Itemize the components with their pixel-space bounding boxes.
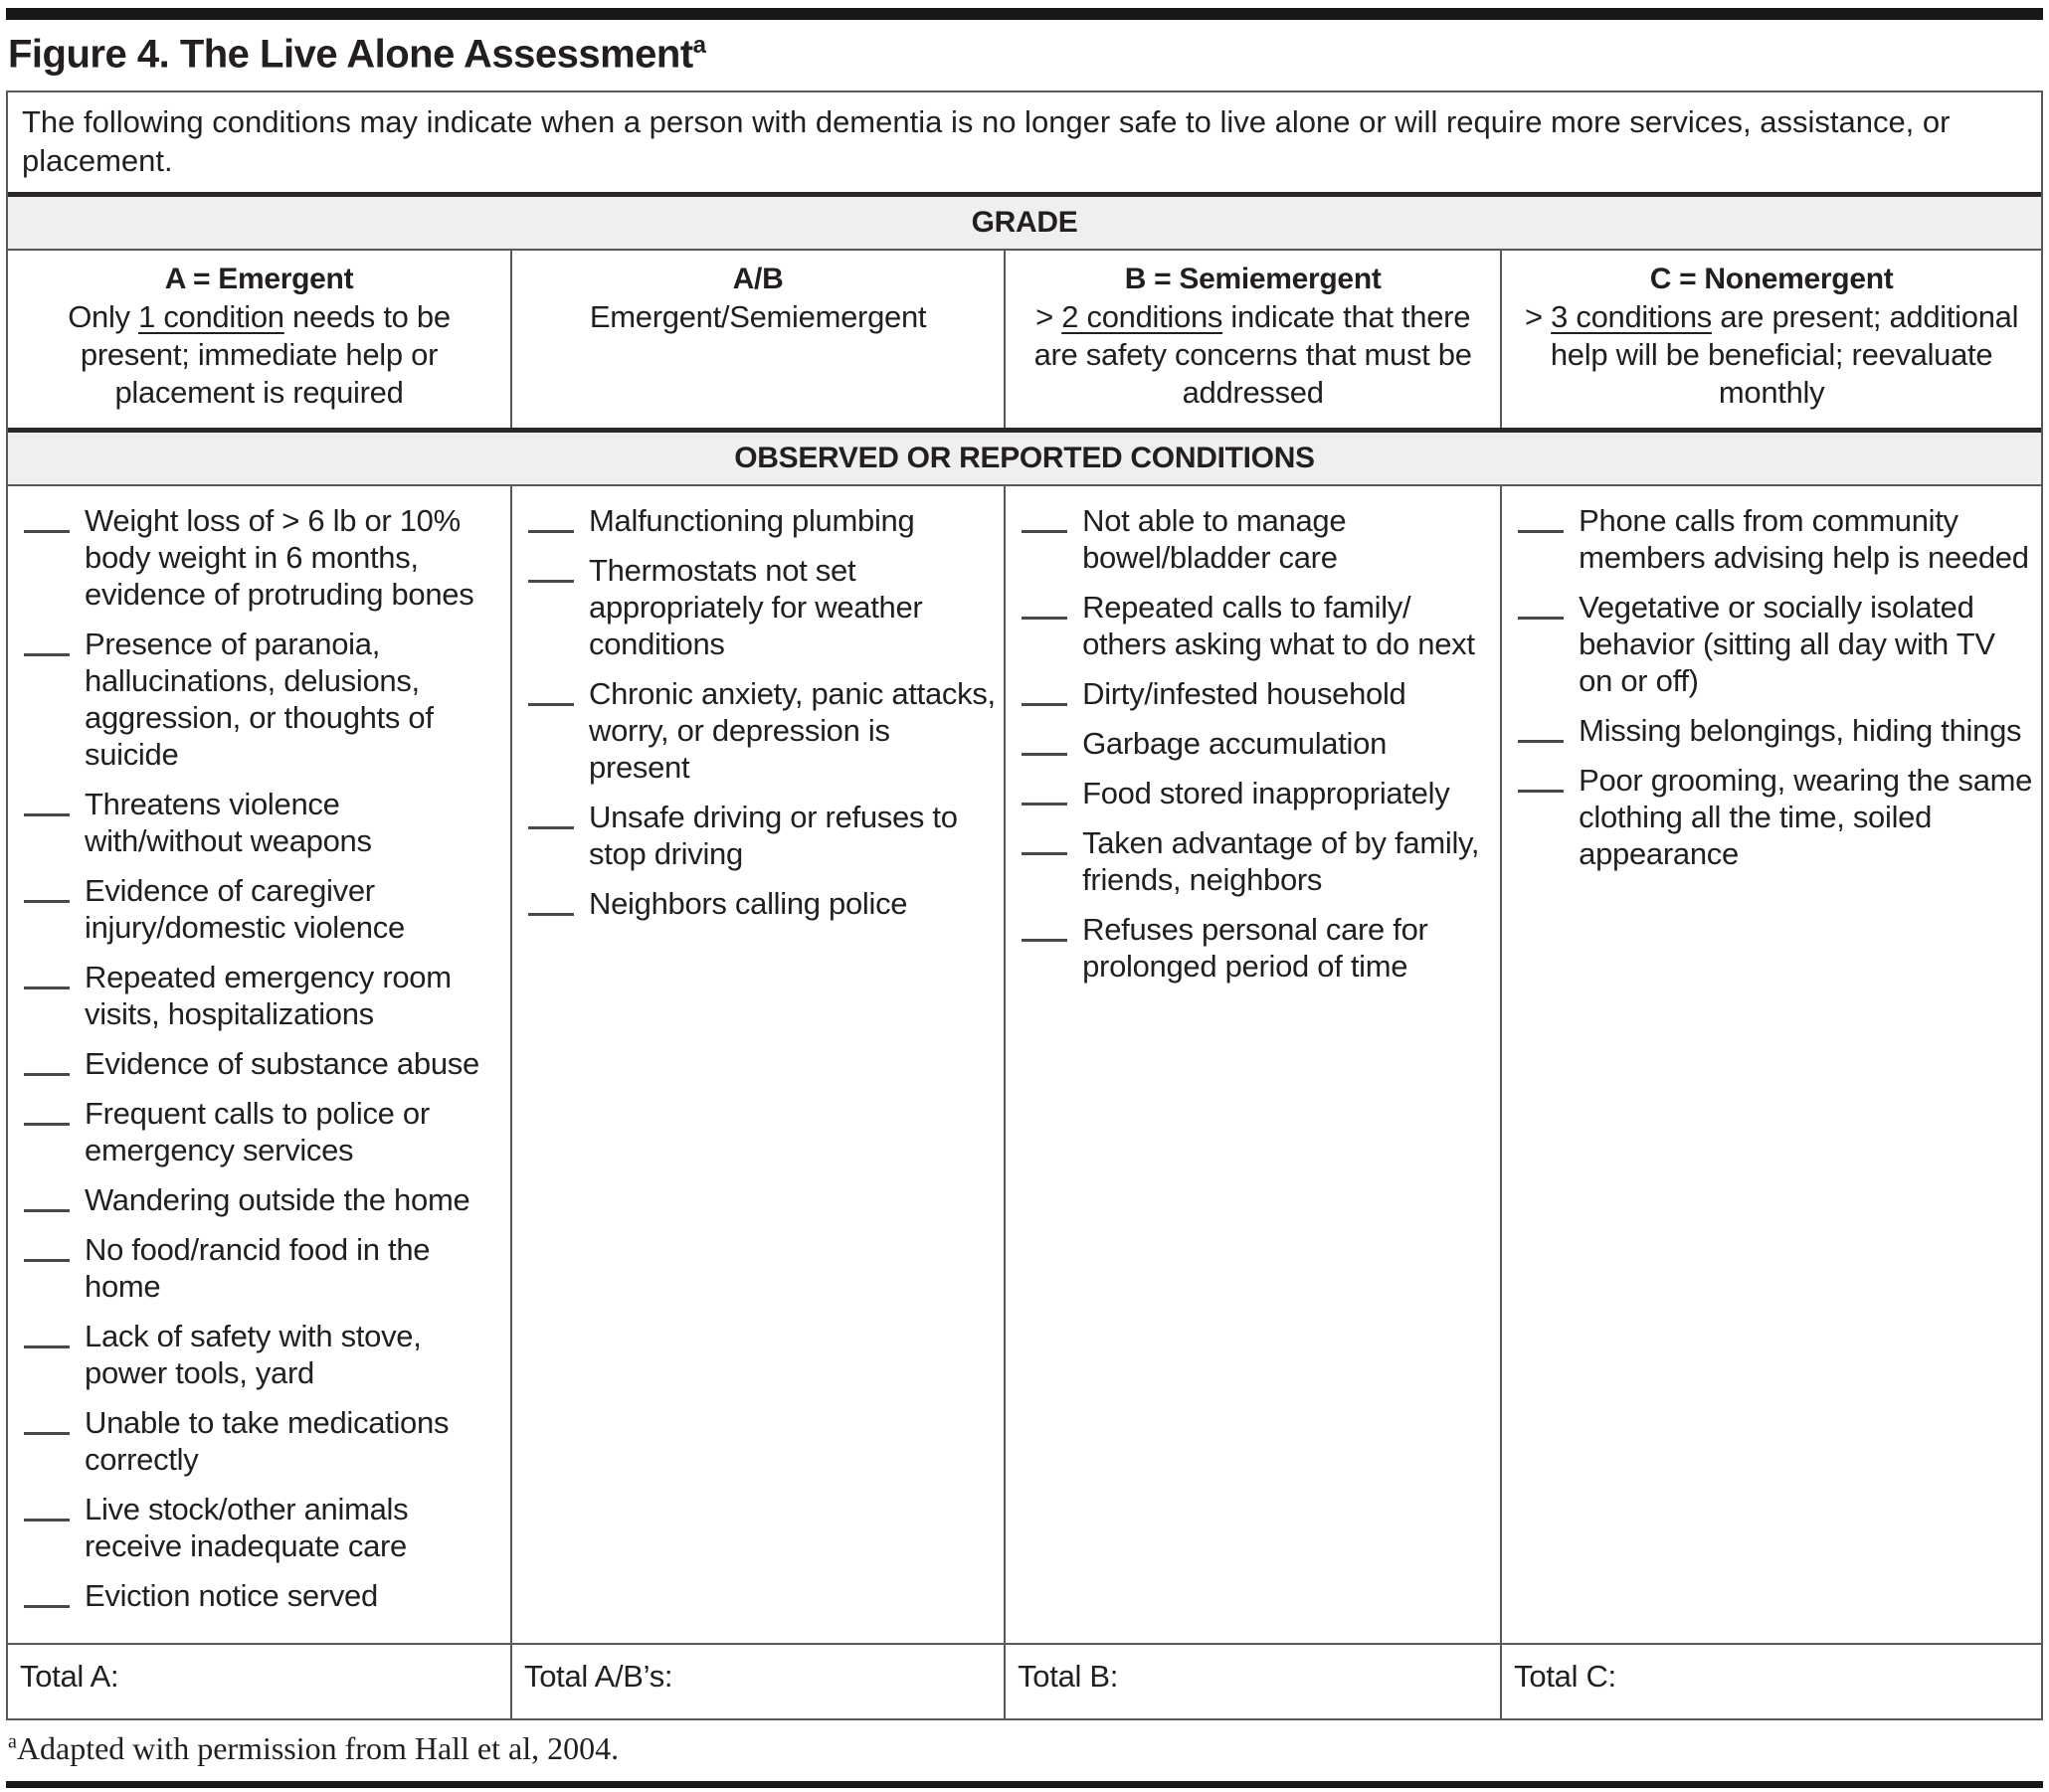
grade-a-desc-underline: 1 condition xyxy=(138,299,284,335)
fill-in-blank-line xyxy=(24,1181,70,1212)
grade-c-title: C = Nonemergent xyxy=(1649,263,1894,296)
condition-item xyxy=(24,1231,502,1305)
condition-text: Poor grooming, wearing the same clothing all the time, soiled appearance xyxy=(1579,763,2033,872)
grade-a-desc-pre: Only xyxy=(68,299,139,335)
condition-item xyxy=(24,959,502,1032)
fill-in-blank-line xyxy=(24,1318,70,1348)
condition-text: Evidence of caregiver injury/domestic violence xyxy=(85,873,405,946)
observed-conditions-band: OBSERVED OR REPORTED CONDITIONS xyxy=(8,428,2041,486)
condition-item xyxy=(1022,502,1492,576)
condition-text: Refuses personal care for prolonged period of time xyxy=(1082,912,1428,985)
grade-b-description xyxy=(1016,298,1490,412)
condition-item xyxy=(24,1491,502,1564)
condition-item xyxy=(1022,911,1492,985)
condition-item xyxy=(528,885,996,922)
grade-ab-title: A/B xyxy=(732,263,784,296)
total-c-label: Total C: xyxy=(1514,1659,1616,1695)
fill-in-blank-line xyxy=(528,885,574,916)
condition-text: Threatens violence with/without weapons xyxy=(85,787,372,859)
grade-b-title: B = Semiemergent xyxy=(1124,263,1382,296)
bottom-rule-bar xyxy=(6,1781,2043,1788)
figure-title-text: Figure 4. The Live Alone Assessment xyxy=(8,32,693,77)
condition-text: Wandering outside the home xyxy=(85,1182,470,1218)
fill-in-blank-line xyxy=(1022,911,1067,942)
condition-text: Phone calls from community members advising help is needed xyxy=(1579,503,2029,576)
condition-item xyxy=(1518,502,2033,576)
fill-in-blank-line xyxy=(1518,589,1564,620)
live-alone-assessment-table xyxy=(6,90,2043,1720)
fill-in-blank-line xyxy=(1022,725,1067,756)
grade-header-row xyxy=(8,251,2041,428)
condition-item xyxy=(528,675,996,786)
conditions-column-a xyxy=(8,486,512,1643)
condition-text: Evidence of substance abuse xyxy=(85,1046,479,1082)
grade-b-desc-post: indicate that there are safety concerns that must be addressed xyxy=(1033,299,1472,411)
condition-item xyxy=(24,1045,502,1082)
top-rule-bar xyxy=(6,8,2043,20)
fill-in-blank-line xyxy=(1022,775,1067,806)
condition-item xyxy=(24,1404,502,1478)
fill-in-blank-line xyxy=(1022,589,1067,620)
condition-item xyxy=(1022,675,1492,712)
condition-item xyxy=(24,502,502,613)
grade-a-desc-post: needs to be present; immediate help or placement is required xyxy=(80,299,451,411)
grade-ab-desc-pre: Emergent/Semiemergent xyxy=(589,299,927,335)
condition-item xyxy=(1022,725,1492,762)
footnote-superscript: a xyxy=(8,1730,17,1753)
fill-in-blank-line xyxy=(24,959,70,989)
condition-text: Eviction notice served xyxy=(85,1578,378,1614)
column-header-b xyxy=(1006,251,1502,428)
grade-band: GRADE xyxy=(8,192,2041,251)
grade-c-desc-pre: > xyxy=(1525,299,1552,335)
condition-text: Thermostats not set appropriately for weather conditions xyxy=(589,553,923,662)
fill-in-blank-line xyxy=(24,1095,70,1126)
grade-b-desc-underline: 2 conditions xyxy=(1061,299,1223,335)
grade-c-desc-post: are present; additional help will be beneficial; reevaluate monthly xyxy=(1550,299,2019,411)
condition-text: Frequent calls to police or emergency services xyxy=(85,1096,430,1168)
condition-text: Unsafe driving or refuses to stop driving xyxy=(589,800,958,872)
total-ab-label: Total A/B’s: xyxy=(512,1645,1006,1718)
condition-item xyxy=(1022,824,1492,898)
figure-title xyxy=(8,32,2043,77)
condition-item xyxy=(528,552,996,662)
fill-in-blank-line xyxy=(528,799,574,829)
fill-in-blank-line xyxy=(24,1577,70,1608)
figure-title-superscript: a xyxy=(692,32,706,59)
fill-in-blank-line xyxy=(528,675,574,706)
total-a-label: Total A: xyxy=(8,1645,512,1718)
condition-text: Live stock/other animals receive inadequate care xyxy=(85,1492,409,1564)
intro-text: The following conditions may indicate when a person with dementia is no longer safe to live alone or will require more services, assistance, or placement. xyxy=(22,104,1951,179)
fill-in-blank-line xyxy=(24,786,70,816)
condition-item xyxy=(528,799,996,872)
condition-text: Garbage accumulation xyxy=(1082,726,1388,762)
fill-in-blank-line xyxy=(24,1045,70,1076)
fill-in-blank-line xyxy=(528,552,574,583)
fill-in-blank-line xyxy=(1518,762,1564,793)
fill-in-blank-line xyxy=(1022,824,1067,855)
footnote-text: Adapted with permission from Hall et al, 2004. xyxy=(16,1730,620,1767)
column-header-ab xyxy=(512,251,1006,428)
grade-a-description xyxy=(18,298,500,412)
condition-item xyxy=(24,1181,502,1218)
condition-text: Missing belongings, hiding things xyxy=(1579,713,2022,749)
condition-text: Dirty/infested household xyxy=(1082,676,1406,712)
condition-item xyxy=(1518,762,2033,872)
conditions-body-row xyxy=(8,486,2041,1643)
fill-in-blank-line xyxy=(1518,502,1564,533)
condition-text: Lack of safety with stove, power tools, yard xyxy=(85,1319,422,1391)
condition-item xyxy=(1518,712,2033,749)
grade-a-title: A = Emergent xyxy=(164,263,354,296)
footnote xyxy=(8,1730,2043,1767)
condition-text: Malfunctioning plumbing xyxy=(589,503,915,539)
conditions-column-b xyxy=(1006,486,1502,1643)
condition-text: Food stored inappropriately xyxy=(1082,776,1450,811)
condition-item xyxy=(24,626,502,773)
condition-text: Repeated calls to family/ others asking what to do next xyxy=(1082,590,1475,662)
condition-item xyxy=(24,786,502,859)
condition-text: Presence of paranoia, hallucinations, delusions, aggression, or thoughts of suicide xyxy=(85,627,434,773)
condition-text: Not able to manage bowel/bladder care xyxy=(1082,503,1347,576)
condition-text: Weight loss of > 6 lb or 10% body weight in 6 months, evidence of protruding bones xyxy=(85,503,474,613)
fill-in-blank-line xyxy=(24,1491,70,1522)
condition-item xyxy=(24,1577,502,1614)
column-header-c xyxy=(1502,251,2041,428)
condition-item xyxy=(1022,589,1492,662)
fill-in-blank-line xyxy=(24,1231,70,1262)
condition-item xyxy=(1518,589,2033,699)
fill-in-blank-line xyxy=(24,1404,70,1435)
condition-text: Vegetative or socially isolated behavior (sitting all day with TV on or off) xyxy=(1579,590,1995,699)
fill-in-blank-line xyxy=(24,626,70,656)
condition-item xyxy=(24,1318,502,1391)
condition-text: Unable to take medications correctly xyxy=(85,1405,450,1478)
condition-text: Chronic anxiety, panic attacks, worry, or depression is present xyxy=(589,676,996,786)
fill-in-blank-line xyxy=(1022,675,1067,706)
totals-row xyxy=(8,1643,2041,1718)
fill-in-blank-line xyxy=(1022,502,1067,533)
grade-c-description xyxy=(1512,298,2031,412)
condition-item xyxy=(1022,775,1492,811)
condition-item xyxy=(24,872,502,946)
fill-in-blank-line xyxy=(528,502,574,533)
condition-text: Taken advantage of by family, friends, neighbors xyxy=(1082,825,1480,898)
condition-item xyxy=(528,502,996,539)
total-b-label: Total B: xyxy=(1006,1645,1502,1718)
fill-in-blank-line xyxy=(24,502,70,533)
condition-item xyxy=(24,1095,502,1168)
conditions-column-c xyxy=(1502,486,2041,1643)
condition-text: Repeated emergency room visits, hospitalizations xyxy=(85,960,452,1032)
grade-ab-description xyxy=(522,298,994,336)
grade-c-desc-underline: 3 conditions xyxy=(1551,299,1712,335)
fill-in-blank-line xyxy=(24,872,70,903)
condition-text: No food/rancid food in the home xyxy=(85,1232,431,1305)
condition-text: Neighbors calling police xyxy=(589,886,908,922)
column-header-a xyxy=(8,251,512,428)
conditions-column-ab xyxy=(512,486,1006,1643)
fill-in-blank-line xyxy=(1518,712,1564,743)
grade-b-desc-pre: > xyxy=(1035,299,1062,335)
